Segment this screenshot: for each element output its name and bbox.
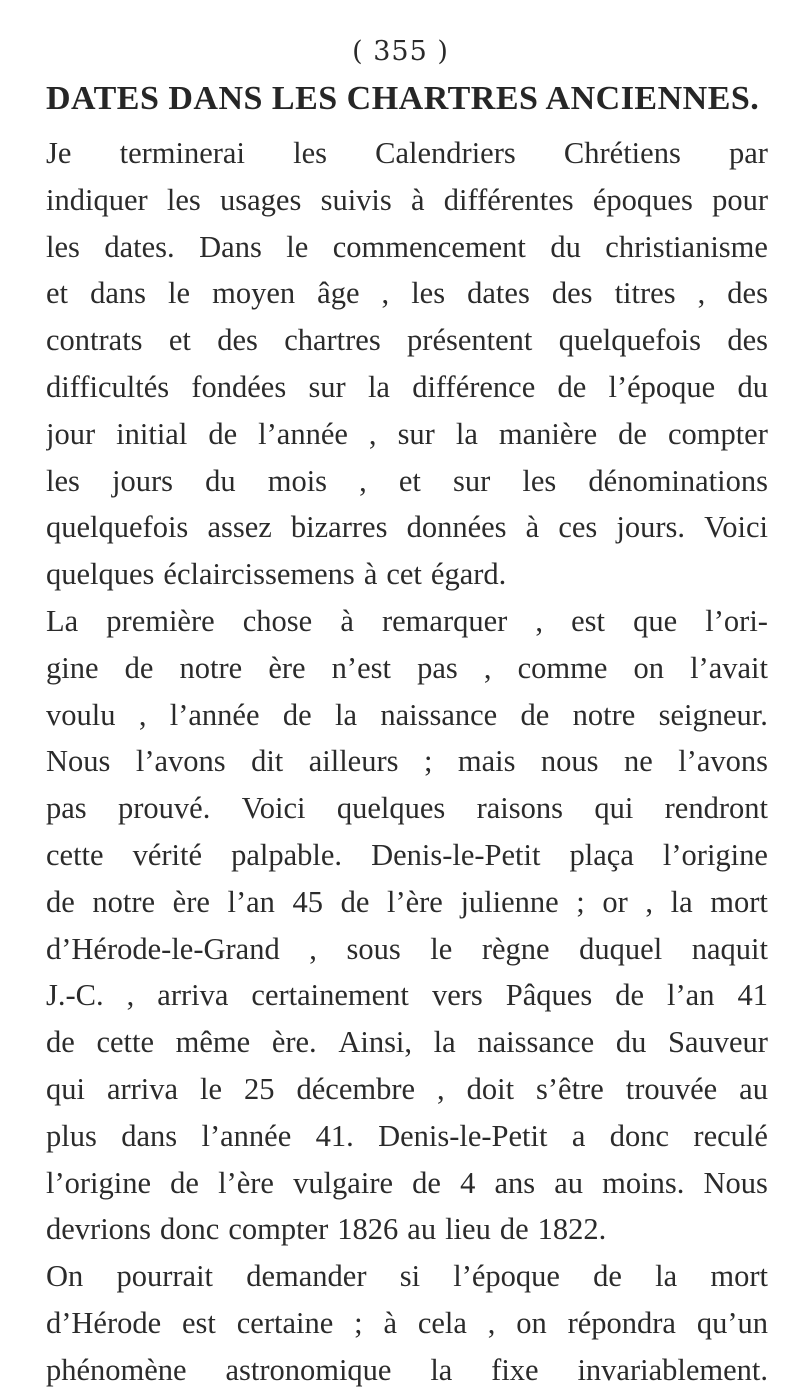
text-line: et dans le moyen âge , les dates des titres , des <box>46 276 768 311</box>
text-line: jour initial de l’année , sur la manière de compter <box>46 416 768 451</box>
text-line: les dates. Dans le commencement du christianisme <box>46 229 768 264</box>
text-line: indiquer les usages suivis à différentes époques pour <box>46 182 768 217</box>
text-line: d’Hérode-le-Grand , sous le règne duquel naquit <box>46 931 768 966</box>
text-line: devrions donc compter 1826 au lieu de 1822. <box>46 1212 607 1247</box>
text-line: quelquefois assez bizarres données à ces jours. Voici <box>46 510 768 545</box>
text-line: phénomène astronomique la fixe invariablement. <box>46 1352 768 1387</box>
text-line: Nous l’avons dit ailleurs ; mais nous ne l’avons <box>46 744 768 779</box>
body-text <box>46 130 768 1394</box>
text-line: plus dans l’année 41. Denis-le-Petit a donc reculé <box>46 1118 768 1153</box>
section-heading: DATES DANS LES CHARTRES ANCIENNES. <box>46 80 760 117</box>
text-line: contrats et des chartres présentent quelquefois des <box>46 323 768 358</box>
text-line: pas prouvé. Voici quelques raisons qui rendront <box>46 791 768 826</box>
text-line: de cette même ère. Ainsi, la naissance du Sauveur <box>46 1025 768 1060</box>
text-line: gine de notre ère n’est pas , comme on l’avait <box>46 650 768 685</box>
text-line: quelques éclaircissemens à cet égard. <box>46 557 507 592</box>
text-line: La première chose à remarquer , est que l’ori- <box>46 603 768 638</box>
text-line: On pourrait demander si l’époque de la mort <box>46 1259 768 1294</box>
text-line: difficultés fondées sur la différence de l’époque du <box>46 369 768 404</box>
text-line: les jours du mois , et sur les dénominations <box>46 463 768 498</box>
text-line: de notre ère l’an 45 de l’ère julienne ; or , la mort <box>46 884 768 919</box>
text-line: d’Hérode est certaine ; à cela , on répondra qu’un <box>46 1305 768 1340</box>
text-line: l’origine de l’ère vulgaire de 4 ans au moins. Nous <box>46 1165 768 1200</box>
text-line: J.-C. , arriva certainement vers Pâques de l’an 41 <box>46 978 768 1013</box>
text-line: Je terminerai les Calendriers Chrétiens par <box>46 136 768 170</box>
text-line: qui arriva le 25 décembre , doit s’être trouvée au <box>46 1071 768 1106</box>
page-number: ( 355 ) <box>352 36 449 67</box>
text-line: cette vérité palpable. Denis-le-Petit plaça l’origine <box>46 837 768 872</box>
text-line: voulu , l’année de la naissance de notre seigneur. <box>46 697 768 732</box>
